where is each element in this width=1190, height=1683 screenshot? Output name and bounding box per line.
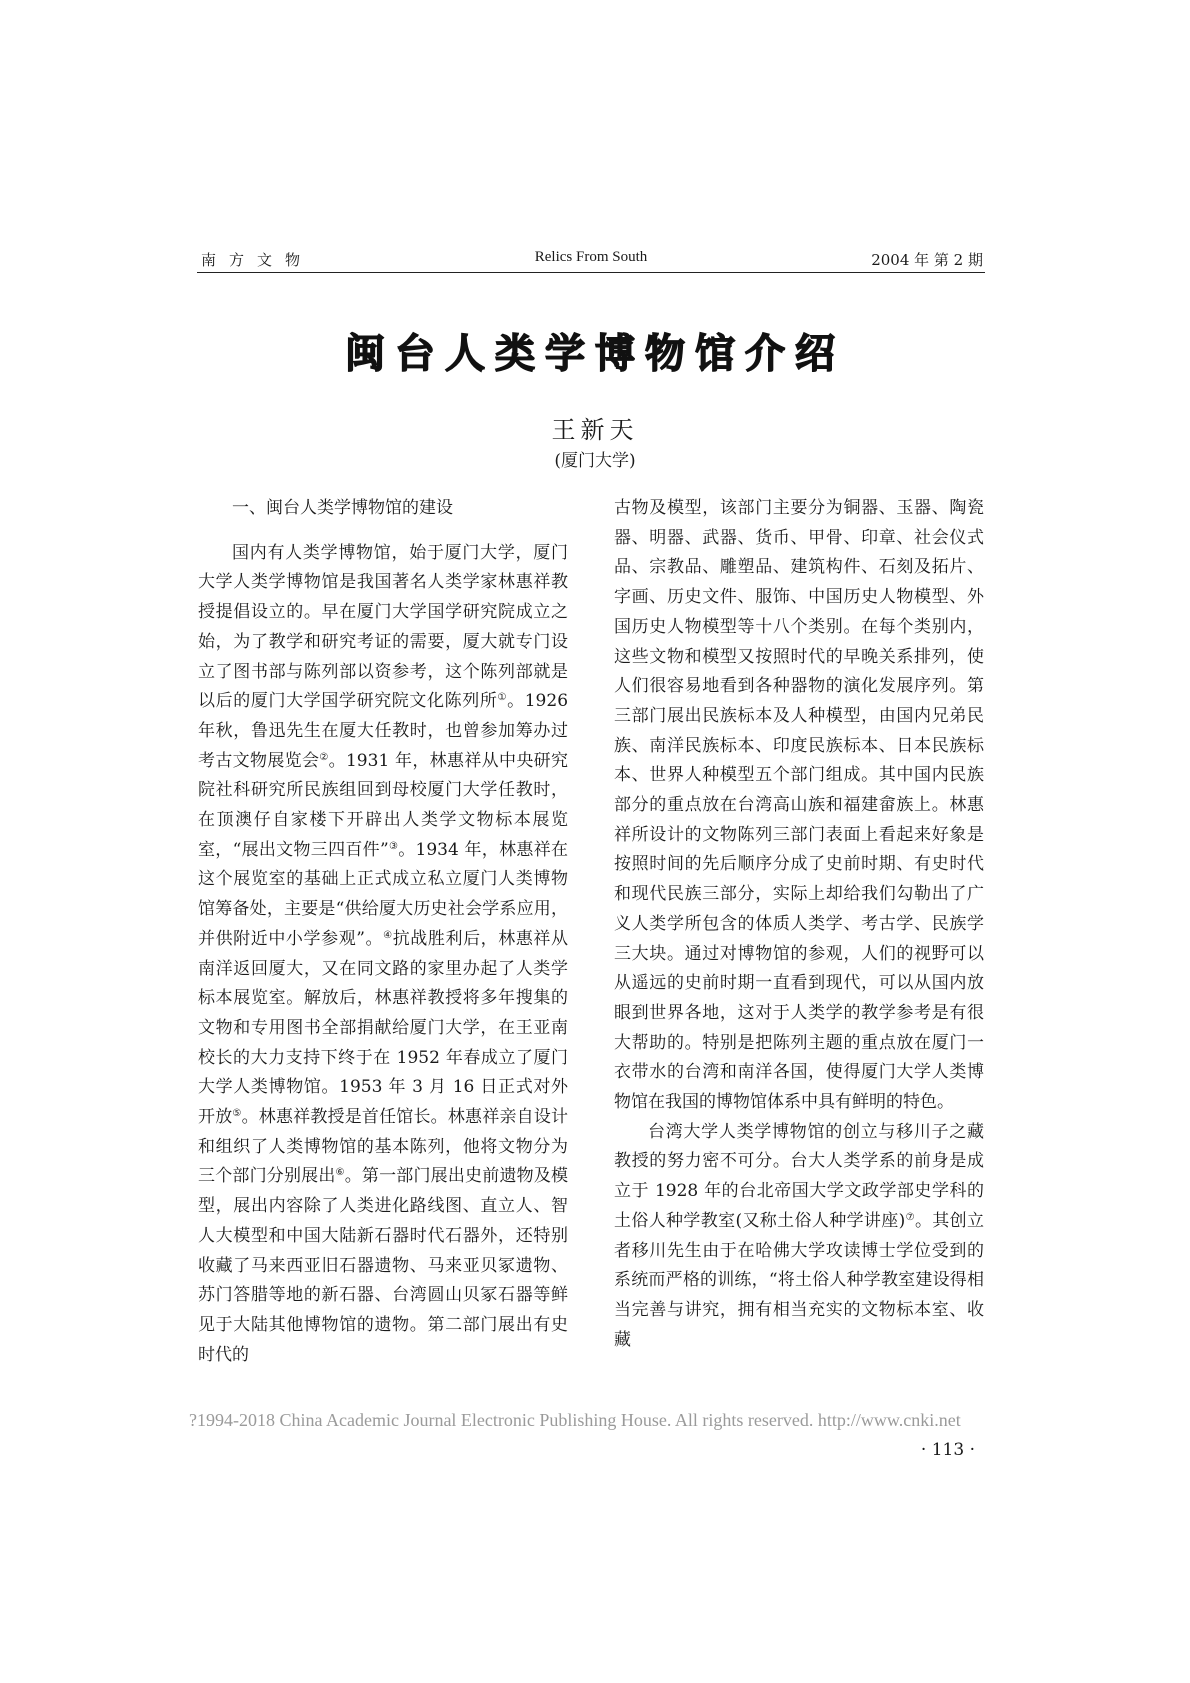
text-run: 。林惠祥教授是首任馆长。林惠祥亲自设计和组织了人类博物馆的基本陈列，他将文物分为三个部门分别展出 [198, 1107, 569, 1187]
text-run: 抗战胜利后，林惠祥从南洋返回厦大，又在同文路的家里办起了人类学标本展览室。解放后，林惠祥教授将多年搜集的文物和专用图书全部捐献给厦门大学，在王亚南校长的大力支持下终于在 1952 年春成立了厦门大学人类博物馆。1953 年 3 月 16 日正式对外开放 [198, 928, 569, 1128]
author-name: 王新天 [551, 416, 639, 444]
copyright-watermark: ?1994-2018 China Academic Journal Electronic Publishing House. All rights reserved. http://www.cnki.net [189, 1410, 961, 1430]
running-header [197, 249, 985, 271]
author-affiliation: (厦门大学) [554, 451, 636, 471]
text-run: 国内有人类学博物馆，始于厦门大学，厦门大学人类学博物馆是我国著名人类学家林惠祥教授提倡设立的。早在厦门大学国学研究院成立之始，为了教学和研究考证的需要，厦大就专门设立了图书部与陈列部以资参考，这个陈列部就是以后的厦门大学国学研究院文化陈列所 [198, 542, 568, 712]
body-paragraph: 古物及模型，该部门主要分为铜器、玉器、陶瓷器、明器、武器、货币、甲骨、印章、社会仪式品、宗教品、雕塑品、建筑构件、石刻及拓片、字画、历史文件、服饰、中国历史人物模型、外国历史人物模型等十八个类别。在每个类别内，这些文物和模型又按照时代的早晚关系排列，使人们很容易地看到各种器物的演化发展序列。第三部门展出民族标本及人种模型，由国内兄弟民族、南洋民族标本、印度民族标本、日本民族标本、世界人种模型五个部门组成。其中国内民族部分的重点放在台湾高山族和福建畲族上。林惠祥所设计的文物陈列三部门表面上看起来好象是按照时间的先后顺序分成了史前时期、有史时代和现代民族三部分，实际上却给我们勾勒出了广义人类学所包含的体质人类学、考古学、民族学三大块。通过对博物馆的参观，人们的视野可以从遥远的史前时期一直看到现代，可以从国内放眼到世界各地，这对于人类学的教学参考是有很大帮助的。特别是把陈列主题的重点放在厦门一衣带水的台湾和南洋各国，使得厦门大学人类博物馆在我国的博物馆体系中具有鲜明的特色。 [614, 498, 984, 1113]
body-paragraph [198, 539, 568, 1371]
text-run: 。其创立者移川先生由于在哈佛大学攻读博士学位受到的系统而严格的训练，“将土俗人种学教室建设得相当完善与讲究，拥有相当充实的文物标本室、收藏 [614, 1210, 984, 1350]
footnote-ref: ⑦ [905, 1211, 915, 1223]
journal-name-en: Relics From South [534, 249, 648, 265]
right-column [614, 494, 984, 1355]
text-run: 。1931 年，林惠祥从中央研究院社科研究所民族组回到母校厦门大学任教时，在顶澳仔自家楼下开辟出人类学文物标本展览室，“展出文物三四百件” [198, 750, 569, 860]
issue-number: 2004 年 第 2 期 [871, 251, 983, 269]
page-number: · 113 · [920, 1440, 975, 1460]
header-divider [197, 272, 985, 273]
footnote-ref: ⑤ [232, 1108, 242, 1120]
text-run: 。第一部门展出史前遗物及模型，展出内容除了人类进化路线图、直立人、智人大模型和中国大陆新石器时代石器外，还特别收藏了马来西亚旧石器遗物、马来亚贝冢遗物、苏门答腊等地的新石器、台湾圆山贝冢石器等鲜见于大陆其他博物馆的遗物。第二部门展出有史时代的 [198, 1166, 569, 1365]
left-column [198, 494, 568, 1370]
text-run: 。1934 年，林惠祥在这个展览室的基础上正式成立私立厦门人类博物馆筹备处，主要是“供给厦大历史社会学系应用，并供附近中小学参观”。 [198, 839, 568, 949]
journal-name-cn: 南方文物 [201, 251, 314, 269]
footnote-ref: ⑥ [335, 1167, 345, 1179]
body-paragraph [614, 1118, 984, 1356]
footnote-ref: ② [319, 751, 329, 763]
footnote-ref: ③ [388, 840, 399, 852]
article-title: 闽台人类学博物馆介绍 [345, 331, 845, 377]
text-run: 。1926 年秋，鲁迅先生在厦大任教时，也曾参加筹办过考古文物展览会 [198, 691, 569, 771]
text-run: 台湾大学人类学博物馆的创立与移川子之藏教授的努力密不可分。台大人类学系的前身是成立于 1928 年的台北帝国大学文政学部史学科的土俗人种学教室(又称土俗人种学讲座) [614, 1121, 984, 1231]
section-heading: 一、闽台人类学博物馆的建设 [232, 498, 453, 518]
footnote-ref: ① [497, 692, 508, 704]
footnote-ref: ④ [383, 929, 393, 941]
